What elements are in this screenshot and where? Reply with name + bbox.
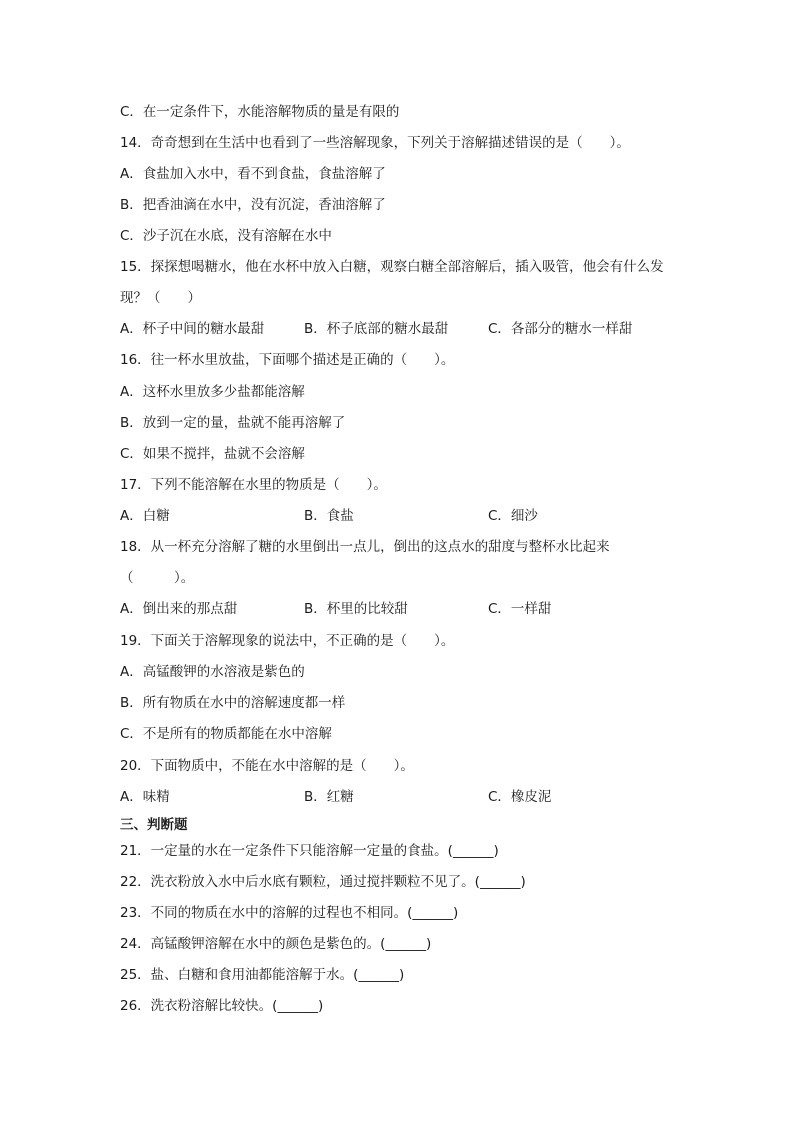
option-line: C．不是所有的物质都能在水中溶解 <box>120 726 332 742</box>
option-a: A．味精 <box>120 789 170 805</box>
option-b: B．食盐 <box>304 508 354 524</box>
option-line: B．所有物质在水中的溶解速度都一样 <box>120 695 346 711</box>
question-23: 23．不同的物质在水中的溶解的过程也不相同。(______) <box>120 905 459 921</box>
options-row-15 <box>120 320 720 338</box>
question-17: 17．下列不能溶解在水里的物质是（ ）。 <box>120 477 387 493</box>
option-b: B．杯里的比较甜 <box>304 601 408 617</box>
options-row-20 <box>120 788 720 806</box>
option-a: A．倒出来的那点甜 <box>120 601 238 617</box>
question-26: 26．洗衣粉溶解比较快。(______) <box>120 998 324 1014</box>
option-c: C．一样甜 <box>488 601 552 617</box>
option-line: C．在一定条件下，水能溶解物质的量是有限的 <box>120 104 400 120</box>
option-line: C．沙子沉在水底，没有溶解在水中 <box>120 228 332 244</box>
option-c: C．橡皮泥 <box>488 789 552 805</box>
option-c: C．细沙 <box>488 508 538 524</box>
question-18: 18．从一杯充分溶解了糖的水里倒出一点儿，倒出的这点水的甜度与整杯水比起来 <box>120 539 610 555</box>
option-line: A．食盐加入水中，看不到食盐，食盐溶解了 <box>120 166 386 182</box>
question-20: 20．下面物质中，不能在水中溶解的是（ ）。 <box>120 758 414 774</box>
question-24: 24．高锰酸钾溶解在水中的颜色是紫色的。(______) <box>120 936 432 952</box>
question-16: 16．往一杯水里放盐，下面哪个描述是正确的（ ）。 <box>120 352 455 368</box>
question-15: 15．探探想喝糖水，他在水杯中放入白糖，观察白糖全部溶解后，插入吸管，他会有什么发 <box>120 259 664 275</box>
options-row-18 <box>120 600 720 618</box>
option-b: B．杯子底部的糖水最甜 <box>304 321 449 337</box>
option-line: A．高锰酸钾的水溶液是紫色的 <box>120 664 305 680</box>
question-14: 14．奇奇想到在生活中也看到了一些溶解现象，下列关于溶解描述错误的是（ ）。 <box>120 135 630 151</box>
option-a: A．白糖 <box>120 508 170 524</box>
question-22: 22．洗衣粉放入水中后水底有颗粒，通过搅拌颗粒不见了。(______) <box>120 874 526 890</box>
option-line: A．这杯水里放多少盐都能溶解 <box>120 384 305 400</box>
question-19: 19．下面关于溶解现象的说法中，不正确的是（ ）。 <box>120 633 455 649</box>
question-25: 25．盐、白糖和食用油都能溶解于水。(______) <box>120 967 405 983</box>
option-c: C．各部分的糖水一样甜 <box>488 321 633 337</box>
option-b: B．红糖 <box>304 789 354 805</box>
section-heading: 三、判断题 <box>120 817 188 833</box>
option-line: B．放到一定的量，盐就不能再溶解了 <box>120 415 346 431</box>
option-a: A．杯子中间的糖水最甜 <box>120 321 265 337</box>
question-21: 21．一定量的水在一定条件下只能溶解一定量的食盐。(______) <box>120 843 499 859</box>
question-15-cont: 现？（ ） <box>120 290 201 306</box>
option-line: B．把香油滴在水中，没有沉淀，香油溶解了 <box>120 197 386 213</box>
options-row-17 <box>120 507 720 525</box>
question-18-cont: （ ）。 <box>120 570 195 586</box>
option-line: C．如果不搅拌，盐就不会溶解 <box>120 446 305 462</box>
